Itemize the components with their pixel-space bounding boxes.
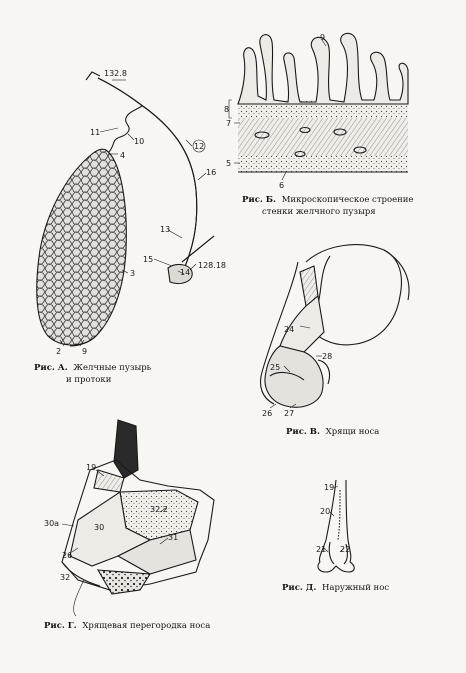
fig-a-label-11: 11: [90, 128, 101, 137]
upper-lateral-cartilage: [280, 296, 324, 352]
figure-a-gallbladder: [34, 69, 226, 385]
fig-a-label-2: 2: [56, 347, 62, 356]
fig-b-label-5: 5: [226, 159, 232, 168]
hepatic-duct: [98, 78, 140, 104]
fig-v-label-25: 25: [270, 363, 281, 372]
fig-d-caption: Рис. Д. Наружный нос: [282, 583, 390, 593]
fig-a-label-12: 12: [194, 142, 205, 151]
fig-b-label-8: 8: [224, 105, 230, 114]
fig-b-caption-line2: стенки желчного пузыря: [262, 207, 376, 217]
fig-a-caption-line2: и протоки: [66, 375, 112, 385]
fig-d-label-20: 20: [320, 507, 331, 516]
fig-g-label-32: 32: [60, 573, 71, 582]
fig-a-label-16: 16: [206, 168, 217, 177]
figure-g-nasal-septum: [44, 420, 214, 631]
frontal-sinus: [114, 420, 138, 478]
fig-v-label-24: 24: [284, 325, 295, 334]
mucosal-folds: [238, 33, 408, 104]
fig-g-label-30a: 30a: [44, 519, 60, 528]
fig-a-label-128-18: 128.18: [198, 261, 226, 270]
alar-cartilage: [265, 346, 323, 407]
fig-g-label-31: 31: [168, 533, 179, 542]
figure-v-nasal-cartilages: [261, 245, 410, 437]
fig-a-caption-line1: Рис. А. Желчные пузырь: [34, 363, 152, 373]
fig-d-label-22: 22: [340, 545, 351, 554]
fig-g-label-19: 19: [86, 463, 97, 472]
fig-d-label-21: 21: [316, 545, 327, 554]
common-bile-duct: [140, 104, 197, 278]
fig-v-label-27: 27: [284, 409, 295, 418]
fig-g-label-32-2: 32.2: [150, 505, 168, 514]
fig-b-label-6: 6: [279, 181, 285, 190]
fig-b-label-7: 7: [226, 119, 232, 128]
fig-a-label-9: 9: [82, 347, 88, 356]
cystic-duct: [106, 106, 145, 154]
fig-b-caption-line1: Рис. Б. Микроскопическое строение: [242, 195, 414, 205]
fig-a-label-3: 3: [130, 269, 136, 278]
figure-d-external-nose: [282, 480, 389, 593]
fig-b-label-9: 9: [320, 33, 326, 42]
fig-v-label-28: 28: [322, 352, 333, 361]
gallbladder-body: [37, 149, 127, 345]
fig-g-caption: Рис. Г. Хрящевая перегородка носа: [44, 621, 211, 631]
fig-g-label-26: 26: [62, 551, 73, 560]
fig-a-label-4: 4: [120, 151, 126, 160]
fig-v-caption: Рис. В. Хрящи носа: [286, 427, 380, 437]
fig-d-label-19: 19: [324, 483, 335, 492]
fig-a-label-132-8: 132.8: [104, 69, 127, 78]
fig-a-label-15: 15: [143, 255, 154, 264]
palate-bone: [98, 570, 150, 594]
fig-a-label-10: 10: [134, 137, 145, 146]
fig-a-label-13: 13: [160, 225, 171, 234]
fig-g-label-30: 30: [94, 523, 105, 532]
figure-b-microscopic-wall: [224, 33, 413, 217]
fig-a-label-14: 14: [180, 268, 191, 277]
fig-v-label-26: 26: [262, 409, 273, 418]
